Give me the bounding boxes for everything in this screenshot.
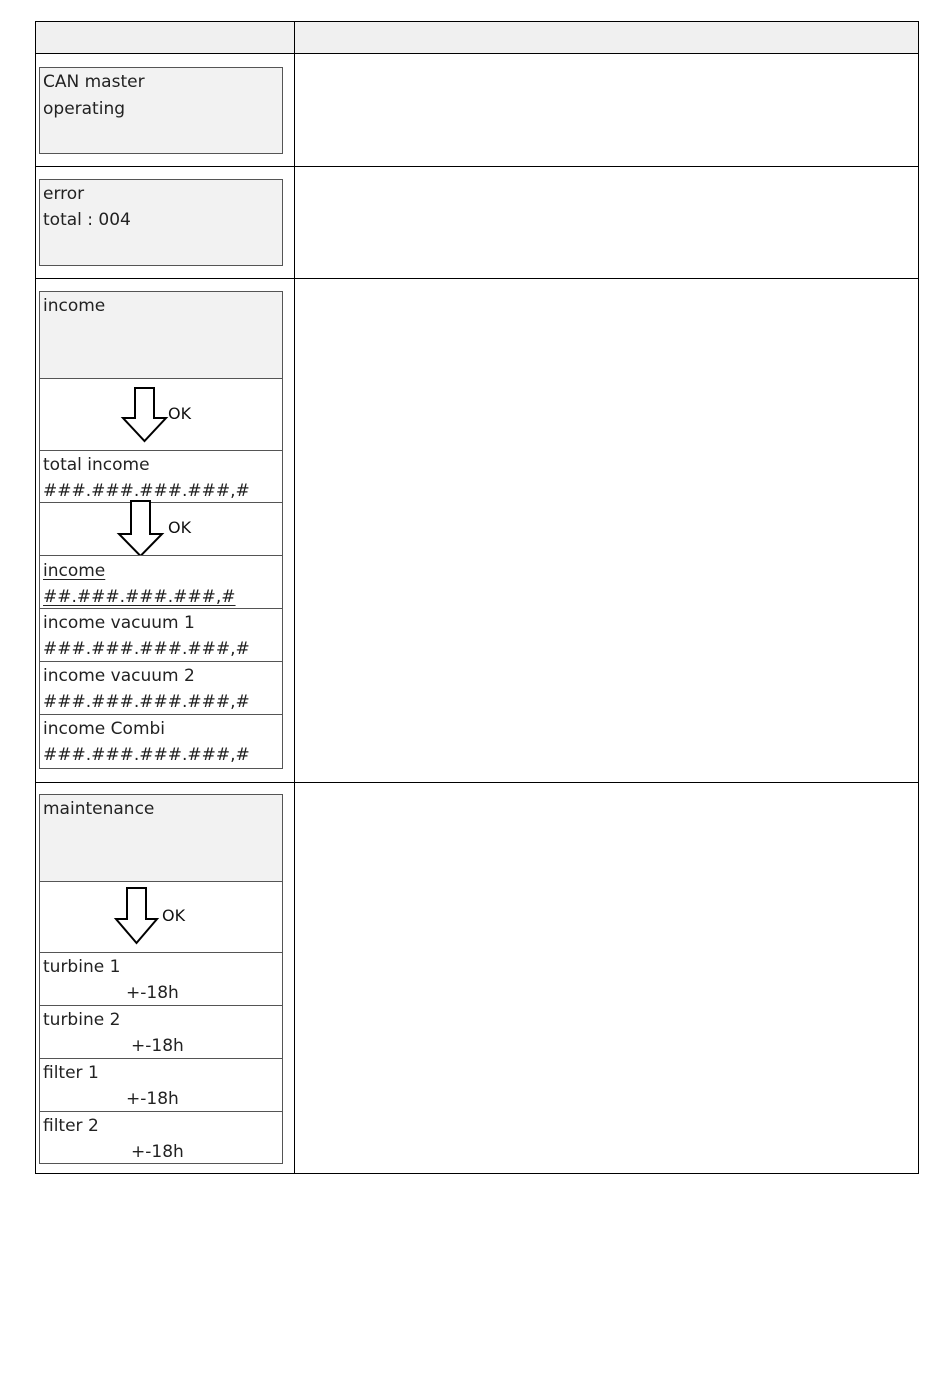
lcd-line-1: error bbox=[43, 184, 85, 204]
maintenance-item-value: +-18h bbox=[126, 1089, 179, 1109]
down-arrow-icon bbox=[122, 387, 168, 443]
table-header bbox=[36, 22, 918, 53]
lcd-title: income bbox=[43, 296, 106, 316]
maintenance-item-value: +-18h bbox=[126, 983, 179, 1003]
row-divider-1 bbox=[35, 166, 919, 167]
ok-step-box bbox=[39, 881, 283, 953]
lcd-title: maintenance bbox=[43, 799, 155, 819]
maintenance-item-value: +-18h bbox=[131, 1142, 184, 1162]
column-divider bbox=[294, 21, 295, 1174]
income-item-label: income vacuum 1 bbox=[43, 613, 195, 633]
income-item-label: income Combi bbox=[43, 719, 166, 739]
down-arrow-icon bbox=[115, 887, 159, 945]
income-item-value: ###.###.###.###,# bbox=[43, 692, 250, 712]
table-border-bottom bbox=[35, 1173, 919, 1174]
income-item-value: ##.###.###.###,# bbox=[43, 587, 236, 607]
lcd-line-2: operating bbox=[43, 99, 126, 119]
lcd-line-2: total : 004 bbox=[43, 210, 131, 230]
table-border-right bbox=[918, 21, 919, 1174]
ok-label: OK bbox=[162, 906, 186, 925]
maintenance-item-value: +-18h bbox=[131, 1036, 184, 1056]
ok-label: OK bbox=[168, 404, 192, 423]
income-item-label: income bbox=[43, 561, 106, 581]
income-item-value: ###.###.###.###,# bbox=[43, 639, 250, 659]
table-border-left bbox=[35, 21, 36, 1174]
maintenance-item-label: filter 2 bbox=[43, 1116, 99, 1136]
maintenance-item-label: turbine 2 bbox=[43, 1010, 121, 1030]
table-border-top bbox=[35, 21, 919, 22]
maintenance-item-label: turbine 1 bbox=[43, 957, 121, 977]
row-divider-2 bbox=[35, 278, 919, 279]
ok-label: OK bbox=[168, 518, 192, 537]
total-income-value: ###.###.###.###,# bbox=[43, 481, 250, 501]
down-arrow-icon bbox=[118, 500, 164, 558]
income-item-value: ###.###.###.###,# bbox=[43, 745, 250, 765]
income-item-label: income vacuum 2 bbox=[43, 666, 195, 686]
row-divider-3 bbox=[35, 782, 919, 783]
header-divider bbox=[35, 53, 919, 54]
maintenance-item-label: filter 1 bbox=[43, 1063, 99, 1083]
total-income-label: total income bbox=[43, 455, 150, 475]
lcd-line-1: CAN master bbox=[43, 72, 145, 92]
